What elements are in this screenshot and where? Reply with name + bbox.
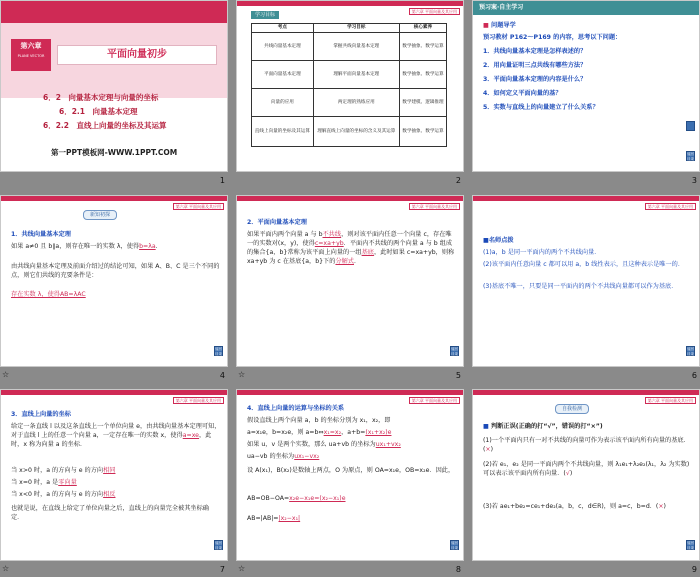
answer-text: 相反	[103, 491, 116, 498]
slide-3[interactable]	[472, 0, 700, 172]
header-bar	[237, 390, 463, 395]
paragraph	[483, 502, 693, 511]
paragraph: 也就是说，在直线上给定了单位向量之后，直线上的向量完全被其坐标确定．	[11, 505, 209, 521]
thumb-footer	[472, 367, 700, 386]
col-header: 核心素养	[399, 24, 446, 33]
question-item: 3．平面向量基本定理的内容是什么？	[483, 76, 587, 83]
answer-text: √	[565, 470, 570, 477]
text: ，此时如果 c=xa+yb，则称 xa+yb 为 c 在基底{a，b}下的	[247, 249, 455, 265]
thumb-footer	[472, 561, 700, 577]
tip-line: (3)基底不唯一，只要是同一平面内的两个不共线向量都可以作为基底．	[483, 283, 678, 290]
answer-text: ×	[658, 503, 664, 510]
text: 给定一条直线 l 以及这条直线上一个单位向量 e，由共线向量基本定理可知，对于直线 l 上的任意一个向量 a，一定存在唯一的实数 x，使得	[11, 423, 221, 439]
chapter-tag: 第六章 平面向量及其应用	[173, 203, 224, 210]
section-badge: 自我检测	[555, 404, 589, 414]
star-icon[interactable]: ☆	[238, 370, 246, 379]
slide-7[interactable]	[0, 389, 228, 561]
slide-number: 6	[691, 371, 697, 380]
text: 判断正误(正确的打“√”，错误的打“×”)	[491, 423, 603, 430]
text: a=x₁e，b=x₂e，则 a=b⇔	[247, 429, 324, 436]
star-icon[interactable]: ☆	[2, 370, 10, 379]
text: (2)若 e₁，e₂ 是同一平面内两个不共线向量，则 λ₁e₁+λ₂e₂(λ₁，λ₂ 为实数)可以表示该平面内所有向量．(	[483, 461, 690, 477]
return-button[interactable]: 返回目录	[215, 541, 222, 550]
paragraph	[247, 428, 457, 437]
table-row	[252, 89, 447, 117]
slide-8[interactable]	[236, 389, 464, 561]
answer-text: ux₁+vx₂	[375, 441, 401, 448]
header-bar	[237, 1, 463, 6]
answer-text: 零向量	[58, 479, 77, 486]
paragraph	[483, 436, 693, 454]
slide-4[interactable]	[0, 195, 228, 367]
text: ．	[155, 243, 162, 250]
section-heading: 2．平面向量基本定理	[247, 219, 307, 226]
text: )	[569, 470, 573, 477]
question-item: 5．实数与直线上的向量建立了什么关系？	[483, 104, 599, 111]
answer-text: (x₁+x₂)e	[365, 429, 392, 436]
title-line-3: 6．2.2 直线上向量的坐标及其运算	[43, 121, 167, 130]
chapter-tag: 第六章 平面向量及其应用	[409, 203, 460, 210]
answer-text: ux₁−vx₂	[294, 453, 320, 460]
table-cell: 数学建模、逻辑推理	[399, 89, 446, 117]
paragraph	[11, 490, 115, 499]
col-header: 考点	[252, 24, 314, 33]
col-header: 学习目标	[313, 24, 399, 33]
nav-button[interactable]	[686, 121, 695, 131]
slide-number: 2	[455, 176, 461, 185]
table-cell: 数学抽象、数学运算	[399, 33, 446, 61]
objectives-table	[251, 23, 447, 147]
return-button[interactable]: 返回目录	[687, 347, 694, 356]
bullet-icon: ■	[483, 423, 489, 430]
table-cell: 数学抽象、数学运算	[399, 117, 446, 147]
text: AB=OB−OA=	[247, 495, 290, 502]
slide-number: 9	[691, 565, 697, 574]
paragraph	[247, 230, 457, 266]
chapter-tag: 第六章 平面向量及其应用	[645, 203, 696, 210]
star-icon[interactable]: ☆	[238, 564, 246, 573]
answer-text: 存在实数 λ，使得AB=λAC	[11, 291, 86, 298]
text: 如果 u，v 是两个实数，那么 ua+vb 的坐标为	[247, 441, 376, 448]
intro-text: 预习教材 P162～P169 的内容，思考以下问题：	[483, 34, 622, 41]
answer-text: c=xa+yb	[314, 240, 344, 247]
slide-number: 5	[455, 371, 461, 380]
paragraph	[11, 242, 221, 251]
chapter-sub: PLANE VECTOR	[17, 54, 45, 58]
return-button[interactable]: 返回目录	[451, 541, 458, 550]
text: 当 x<0 时，a 的方向与 e 的方向	[11, 491, 104, 498]
section-heading: 1．共线向量基本定理	[11, 231, 71, 238]
bullet-icon: ■	[483, 22, 489, 29]
table-cell: 掌握共线向量基本定理	[313, 33, 399, 61]
question-item: 1．共线向量基本定理是怎样表述的？	[483, 48, 587, 55]
top-band	[1, 1, 228, 23]
paragraph	[247, 494, 457, 503]
thumb-footer	[472, 172, 700, 191]
text: 如果 a≠0 且 b∥a，则存在唯一的实数 λ，使得	[11, 243, 140, 250]
text: )	[490, 446, 494, 453]
section-heading: ■名师点拨	[483, 237, 514, 244]
slide-6[interactable]	[472, 195, 700, 367]
table-cell: 两定理的熟练应用	[313, 89, 399, 117]
answer-text: 相同	[103, 467, 116, 474]
header-bar	[1, 390, 227, 395]
section-badge: 新知初探	[83, 210, 117, 220]
table-cell: 理解直线上向量的坐标的含义及其运算	[313, 117, 399, 147]
slide-number: 4	[219, 371, 225, 380]
header-bar	[1, 196, 227, 201]
text: ．	[354, 258, 361, 265]
tip-line: (1)a，b 是同一平面内的两个不共线向量．	[483, 249, 601, 256]
text: 当 x=0 时，a 是	[11, 479, 59, 486]
star-icon[interactable]: ☆	[2, 564, 10, 573]
slide-title: 平面向量初步	[57, 45, 217, 65]
section-tag: 预习案·自主学习	[479, 4, 524, 11]
paragraph	[11, 478, 77, 487]
table-row	[252, 61, 447, 89]
text: 当 x>0 时，a 的方向与 e 的方向	[11, 467, 104, 474]
text: ua−vb 的坐标为	[247, 453, 295, 460]
text: AB=|AB|=	[247, 515, 279, 522]
slide-number: 1	[219, 176, 225, 185]
thumb-footer	[0, 172, 228, 191]
return-button[interactable]: 返回目录	[451, 347, 458, 356]
answer-text: x₁=x₂	[323, 429, 342, 436]
return-button[interactable]: 返回目录	[687, 152, 694, 161]
section-heading	[483, 21, 516, 30]
question-item: 4．如何定义平面向量的基？	[483, 90, 562, 97]
question-item: 2．用向量证明三点共线有哪些方法？	[483, 62, 587, 69]
paragraph	[247, 440, 457, 449]
table-cell: 理解平面向量基本定理	[313, 61, 399, 89]
return-button[interactable]: 返回目录	[215, 347, 222, 356]
section-heading: 3．直线上向量的坐标	[11, 411, 71, 418]
slide-number: 3	[691, 176, 697, 185]
slide-2[interactable]	[236, 0, 464, 172]
tip-line: (2)该平面内任意向量 c 都可以用 a，b 线性表示，且这种表示是唯一的．	[483, 261, 685, 268]
answer-text: ×	[485, 446, 491, 453]
paragraph	[247, 514, 457, 523]
slide-number: 7	[219, 565, 225, 574]
slide-1[interactable]	[0, 0, 228, 172]
title-line-2: 6．2.1 向量基本定理	[59, 107, 138, 116]
text: ．平面内不共线的两个向量 a 与 b 组成的集合{a，b}常称为该平面上向量的一组	[247, 240, 453, 256]
chapter-tag: 第六章	[20, 42, 42, 50]
text: )	[663, 503, 666, 510]
header-bar	[237, 196, 463, 201]
table-row	[252, 117, 447, 147]
table-cell: 向量的应用	[252, 89, 314, 117]
thumb-footer	[236, 367, 464, 386]
credit: 第一PPT模板网-WWW.1PPT.COM	[51, 148, 178, 157]
header-bar	[473, 196, 699, 201]
chapter-tag: 第六章 平面向量及其应用	[409, 397, 460, 404]
paragraph	[247, 452, 457, 461]
answer-text: a=xe	[182, 432, 199, 439]
section-heading: 4．直线上向量的运算与坐标的关系	[247, 405, 345, 412]
answer-text: |x₂−x₁|	[278, 515, 301, 522]
chapter-tag: 第六章 平面向量及其应用	[173, 397, 224, 404]
table-cell: 数学抽象、数学运算	[399, 61, 446, 89]
text: 如果平面内两个向量 a 与 b	[247, 231, 323, 238]
slide-number: 8	[455, 565, 461, 574]
section-badge: 学习目标	[251, 11, 279, 19]
answer-text: b=λa	[139, 243, 156, 250]
paragraph	[11, 290, 221, 299]
text: ，此时，x 称为向量 a 的坐标．	[11, 432, 212, 448]
heading-text: 问题导学	[491, 22, 516, 29]
table-row	[252, 33, 447, 61]
thumb-footer	[0, 561, 228, 577]
answer-text: 基底	[361, 249, 374, 256]
answer-text: x₂e−x₁e=(x₂−x₁)e	[289, 495, 346, 502]
chapter-tag: 第六章 平面向量及其应用	[409, 8, 460, 15]
table-cell: 共线向量基本定理	[252, 33, 314, 61]
header-bar	[473, 390, 699, 395]
paragraph	[483, 422, 693, 431]
text: ，a+b=	[341, 429, 366, 436]
answer-text: 不共线	[322, 231, 342, 238]
paragraph	[483, 460, 693, 478]
text: (3)若 ae₁+be₂=ce₁+de₂(a，b，c，d∈R)，则 a=c，b=d．(	[483, 503, 659, 510]
paragraph: 由共线向量基本定理及前面介绍过的结论可知，如果 A、B、C 是三个不同的点，则它们共线的充要条件是：	[11, 263, 220, 279]
table-cell: 直线上向量的坐标及其运算	[252, 117, 314, 147]
table-cell: 平面向量基本定理	[252, 61, 314, 89]
slide-9[interactable]	[472, 389, 700, 561]
table-header	[252, 24, 447, 33]
slide-5[interactable]	[236, 195, 464, 367]
answer-text: 分解式	[335, 258, 354, 265]
thumb-footer	[236, 561, 464, 577]
return-button[interactable]: 返回目录	[687, 541, 694, 550]
paragraph	[11, 466, 115, 475]
chapter-badge	[11, 39, 51, 71]
chapter-tag: 第六章 平面向量及其应用	[645, 397, 696, 404]
thumb-footer	[0, 367, 228, 386]
title-line-1: 6．2 向量基本定理与向量的坐标	[43, 93, 159, 102]
paragraph	[11, 422, 221, 449]
thumb-footer	[236, 172, 464, 191]
paragraph: 设 A(x₁)，B(x₂)是数轴上两点，O 为原点，则 OA=x₁e，OB=x₂e．因此，	[247, 467, 455, 474]
paragraph: 假设直线上两个向量 a，b 的坐标分别为 x₁，x₂，即	[247, 417, 391, 424]
text: ，则对该平面内任意一个向量 c，存在唯一的实数对(x，y)，使得	[247, 231, 452, 247]
text: (1)一个平面内只有一对不共线的向量可作为表示该平面内所有向量的基底．(	[483, 437, 690, 453]
